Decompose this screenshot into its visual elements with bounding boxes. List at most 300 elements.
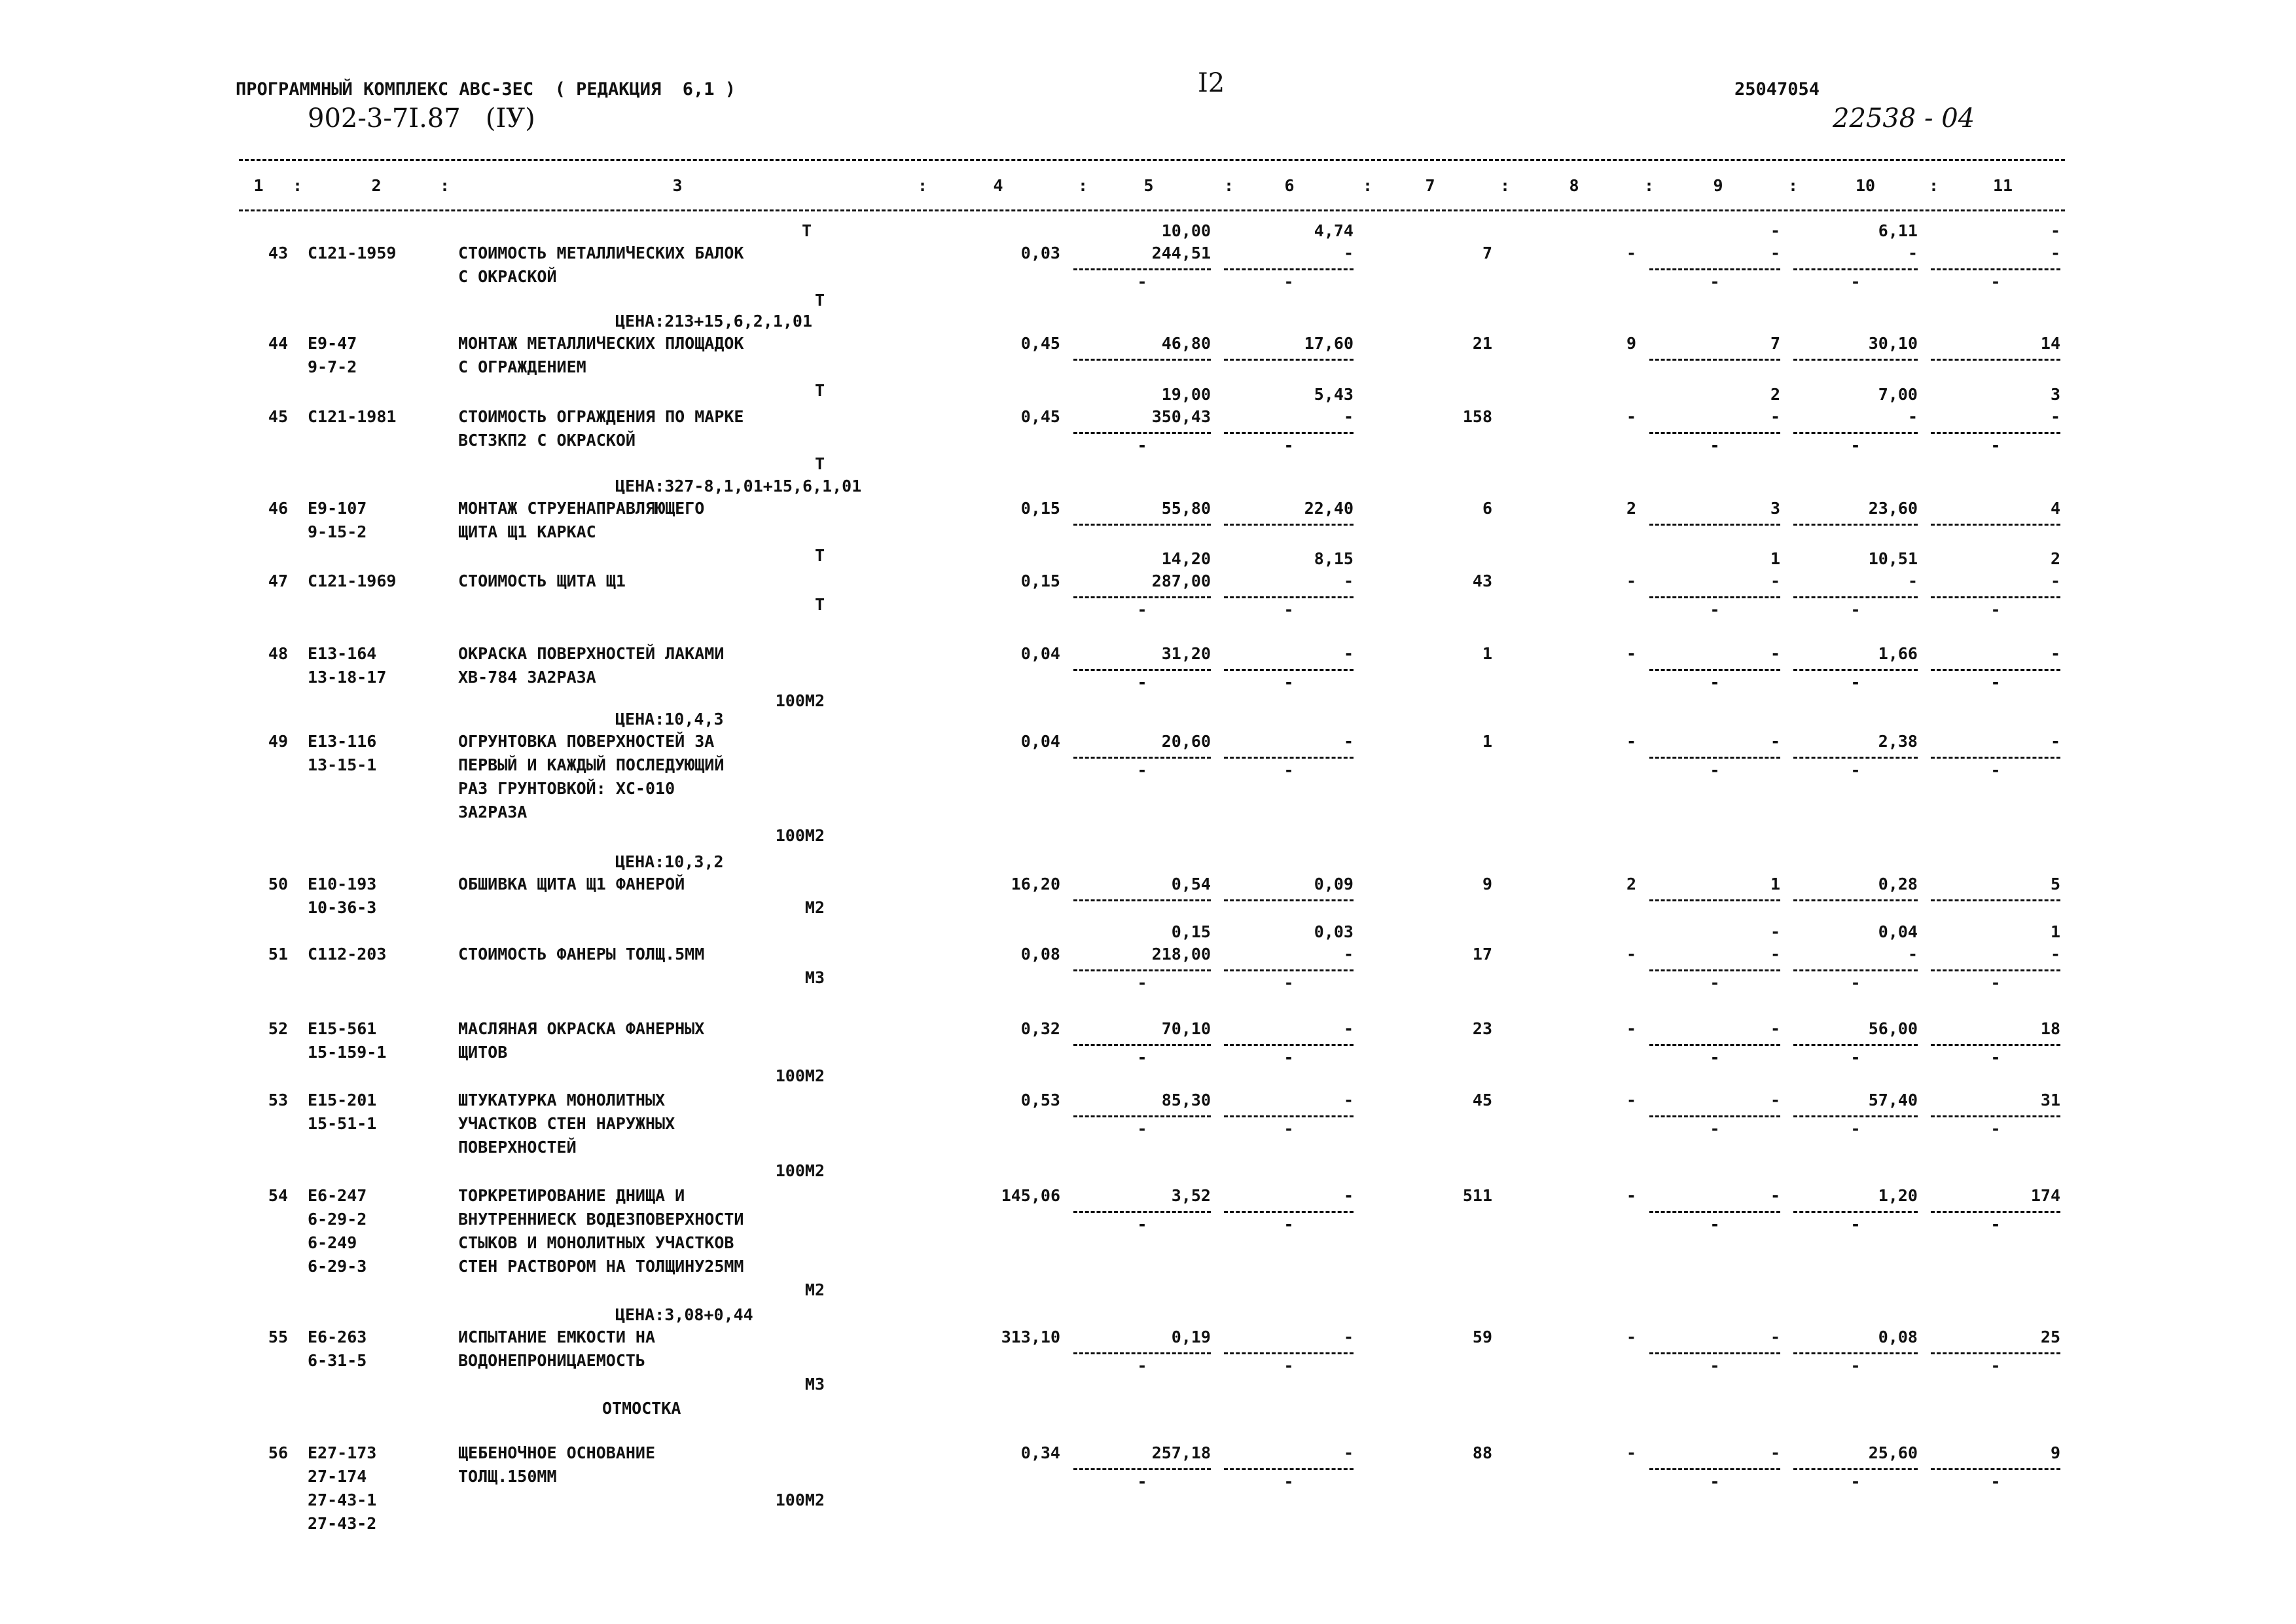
cell-c6-rule xyxy=(1224,1211,1354,1213)
quantity: 0,32 xyxy=(1020,1019,1060,1038)
cell-c5: 46,80 xyxy=(1161,334,1211,353)
cell-c9-rule xyxy=(1649,1211,1780,1213)
cell-c11-rule xyxy=(1931,969,2060,971)
cell-c9: - xyxy=(1770,732,1780,751)
price-formula: ЦЕНА:213+15,6,2,1,01 xyxy=(615,312,813,331)
cell-c7: 88 xyxy=(1472,1443,1492,1462)
cell-c8: - xyxy=(1626,1091,1636,1110)
unit-label: Т xyxy=(814,291,825,310)
column-separator: : xyxy=(1363,176,1373,195)
cell-c6-top: 8,15 xyxy=(1314,549,1354,568)
cell-c10-top: 7,00 xyxy=(1878,385,1918,404)
cell-c5-rule xyxy=(1073,268,1211,270)
work-description: МОНТАЖ СТРУЕНАПРАВЛЯЮЩЕГО xyxy=(458,499,705,518)
cell-c9-rule xyxy=(1649,669,1780,671)
cell-c6-sub: - xyxy=(1283,1119,1294,1138)
column-header-11: 11 xyxy=(1992,176,2013,195)
cell-c8: - xyxy=(1626,571,1636,590)
cell-c10-rule xyxy=(1793,359,1918,361)
cell-c5: 85,30 xyxy=(1161,1091,1211,1110)
cell-c6-sub: - xyxy=(1283,272,1294,291)
cell-c9: 3 xyxy=(1770,499,1780,518)
cell-c5-top: 19,00 xyxy=(1161,385,1211,404)
work-description: ВНУТРЕННИЕСК ВОДЕЗПОВЕРХНОСТИ xyxy=(458,1210,744,1229)
cell-c7: 6 xyxy=(1482,499,1492,518)
unit-label: Т xyxy=(814,546,825,565)
cell-c10: 57,40 xyxy=(1868,1091,1918,1110)
norm-code: 15-51-1 xyxy=(308,1114,377,1133)
cell-c11-sub: - xyxy=(1990,436,2001,455)
cell-c10-rule xyxy=(1793,1044,1918,1046)
cell-c8: - xyxy=(1626,244,1636,262)
cell-c6-rule xyxy=(1224,669,1354,671)
cell-c11-sub: - xyxy=(1990,600,2001,619)
norm-code: Е9-47 xyxy=(308,334,357,353)
norm-code: Е27-173 xyxy=(308,1443,377,1462)
cell-c5-rule xyxy=(1073,1115,1211,1117)
work-description: МОНТАЖ МЕТАЛЛИЧЕСКИХ ПЛОЩАДОК xyxy=(458,334,744,353)
cell-c5: 70,10 xyxy=(1161,1019,1211,1038)
cell-c10-sub: - xyxy=(1850,600,1861,619)
cell-c8: - xyxy=(1626,1019,1636,1038)
work-description: ПОВЕРХНОСТЕЙ xyxy=(458,1138,577,1157)
column-header-5: 5 xyxy=(1143,176,1154,195)
cell-c5-rule xyxy=(1073,669,1211,671)
cell-c7: 21 xyxy=(1472,334,1492,353)
unit-label: Т xyxy=(801,221,812,240)
cell-c10: 30,10 xyxy=(1868,334,1918,353)
cell-c9: - xyxy=(1770,407,1780,426)
unit-label: 100М2 xyxy=(775,826,825,845)
work-description: ВОДОНЕПРОНИЦАЕМОСТЬ xyxy=(458,1351,645,1370)
unit-label: 100М2 xyxy=(775,1161,825,1180)
cell-c6: - xyxy=(1343,244,1354,262)
work-description: ЗА2РАЗА xyxy=(458,803,528,821)
header-rule-bottom xyxy=(239,209,2065,211)
norm-code: С121-1959 xyxy=(308,244,397,262)
cell-c5-sub: - xyxy=(1137,1472,1147,1491)
cell-c6-rule xyxy=(1224,596,1354,598)
quantity: 0,15 xyxy=(1020,499,1060,518)
work-description: ОБШИВКА ЩИТА Щ1 ФАНЕРОЙ xyxy=(458,875,685,893)
cell-c8: - xyxy=(1626,1327,1636,1346)
cell-c11-sub: - xyxy=(1990,1119,2001,1138)
cell-c5-sub: - xyxy=(1137,673,1147,692)
cell-c9-sub: - xyxy=(1710,1472,1720,1491)
column-header-7: 7 xyxy=(1425,176,1435,195)
cell-c9-rule xyxy=(1649,1115,1780,1117)
cell-c10: 1,20 xyxy=(1878,1186,1918,1205)
cell-c9: - xyxy=(1770,945,1780,964)
unit-label: 100М2 xyxy=(775,691,825,710)
cell-c6-sub: - xyxy=(1283,673,1294,692)
cell-c11-sub: - xyxy=(1990,673,2001,692)
cell-c11-sub: - xyxy=(1990,1356,2001,1375)
norm-code: 6-29-3 xyxy=(308,1257,367,1276)
cell-c9-rule xyxy=(1649,1468,1780,1470)
cell-c10-sub: - xyxy=(1850,673,1861,692)
norm-code: Е13-164 xyxy=(308,644,377,663)
cell-c9-top: 2 xyxy=(1770,385,1780,404)
cell-c6-sub: - xyxy=(1283,761,1294,780)
cell-c5-sub: - xyxy=(1137,272,1147,291)
cell-c5-rule xyxy=(1073,1352,1211,1354)
cell-c5: 350,43 xyxy=(1151,407,1211,426)
work-description: МАСЛЯНАЯ ОКРАСКА ФАНЕРНЫХ xyxy=(458,1019,705,1038)
column-separator: : xyxy=(918,176,928,195)
cell-c9-rule xyxy=(1649,524,1780,526)
cell-c9-rule xyxy=(1649,1044,1780,1046)
column-header-6: 6 xyxy=(1284,176,1295,195)
cell-c6: 0,09 xyxy=(1314,875,1354,893)
column-separator: : xyxy=(1788,176,1799,195)
cell-c10: 0,08 xyxy=(1878,1327,1918,1346)
cell-c8: 9 xyxy=(1626,334,1636,353)
quantity: 0,53 xyxy=(1020,1091,1060,1110)
cell-c11-rule xyxy=(1931,524,2060,526)
cell-c5-rule xyxy=(1073,359,1211,361)
cell-c6-sub: - xyxy=(1283,1356,1294,1375)
cell-c6-rule xyxy=(1224,1352,1354,1354)
row-number: 46 xyxy=(268,499,288,518)
cell-c6-rule xyxy=(1224,1468,1354,1470)
cell-c9-sub: - xyxy=(1710,1048,1720,1067)
cell-c7: 45 xyxy=(1472,1091,1492,1110)
work-description: СТОИМОСТЬ МЕТАЛЛИЧЕСКИХ БАЛОК xyxy=(458,244,744,262)
cell-c6-sub: - xyxy=(1283,1048,1294,1067)
project-number: 902-3-7I.87 (IУ) xyxy=(308,103,535,134)
section-title: ОТМОСТКА xyxy=(602,1399,681,1418)
cell-c5: 3,52 xyxy=(1171,1186,1211,1205)
cell-c11-rule xyxy=(1931,1468,2060,1470)
cell-c5: 287,00 xyxy=(1151,571,1211,590)
quantity: 0,34 xyxy=(1020,1443,1060,1462)
cell-c11: 174 xyxy=(2030,1186,2060,1205)
column-header-1: 1 xyxy=(253,176,264,195)
norm-code: 15-159-1 xyxy=(308,1043,387,1062)
cell-c10: - xyxy=(1907,945,1918,964)
cell-c11: - xyxy=(2050,644,2060,663)
cell-c8: - xyxy=(1626,732,1636,751)
quantity: 0,03 xyxy=(1020,244,1060,262)
cell-c6-sub: - xyxy=(1283,973,1294,992)
cell-c11: - xyxy=(2050,571,2060,590)
cell-c9: - xyxy=(1770,244,1780,262)
cell-c10: 1,66 xyxy=(1878,644,1918,663)
norm-code: С121-1981 xyxy=(308,407,397,426)
cell-c9: 1 xyxy=(1770,875,1780,893)
price-formula: ЦЕНА:10,4,3 xyxy=(615,710,724,729)
work-description: СТОИМОСТЬ ЩИТА Щ1 xyxy=(458,571,626,590)
cell-c10-top: 10,51 xyxy=(1868,549,1918,568)
work-description: С ОГРАЖДЕНИЕМ xyxy=(458,357,586,376)
cell-c5-rule xyxy=(1073,432,1211,434)
cell-c6-top: 0,03 xyxy=(1314,922,1354,941)
cell-c8: - xyxy=(1626,945,1636,964)
cell-c11: 4 xyxy=(2050,499,2060,518)
row-number: 54 xyxy=(268,1186,288,1205)
cell-c10: 56,00 xyxy=(1868,1019,1918,1038)
cell-c10-rule xyxy=(1793,1468,1918,1470)
column-separator: : xyxy=(1644,176,1655,195)
work-description: ИСПЫТАНИЕ ЕМКОСТИ НА xyxy=(458,1327,656,1346)
row-number: 53 xyxy=(268,1091,288,1110)
cell-c5-sub: - xyxy=(1137,600,1147,619)
cell-c10-rule xyxy=(1793,669,1918,671)
cell-c9-rule xyxy=(1649,359,1780,361)
cell-c11-rule xyxy=(1931,359,2060,361)
norm-code: 27-174 xyxy=(308,1467,367,1486)
cell-c11-top: 1 xyxy=(2050,922,2060,941)
quantity: 0,08 xyxy=(1020,945,1060,964)
quantity: 0,45 xyxy=(1020,407,1060,426)
cell-c6-top: 5,43 xyxy=(1314,385,1354,404)
unit-label: Т xyxy=(814,454,825,473)
cell-c9-sub: - xyxy=(1710,272,1720,291)
page-number: I2 xyxy=(1198,68,1225,98)
row-number: 45 xyxy=(268,407,288,426)
cell-c5-rule xyxy=(1073,596,1211,598)
cell-c10-top: 0,04 xyxy=(1878,922,1918,941)
work-description: ТОРКРЕТИРОВАНИЕ ДНИЩА И xyxy=(458,1186,685,1205)
cell-c11-rule xyxy=(1931,1211,2060,1213)
column-header-10: 10 xyxy=(1855,176,1876,195)
cell-c7: 158 xyxy=(1462,407,1492,426)
work-description: ЩЕБЕНОЧНОЕ ОСНОВАНИЕ xyxy=(458,1443,656,1462)
column-separator: : xyxy=(1500,176,1511,195)
cell-c5-sub: - xyxy=(1137,1048,1147,1067)
document-number: 22538 - 04 xyxy=(1833,103,1975,134)
row-number: 49 xyxy=(268,732,288,751)
cell-c6: - xyxy=(1343,571,1354,590)
cell-c9-rule xyxy=(1649,268,1780,270)
cell-c8: - xyxy=(1626,1186,1636,1205)
cell-c11-rule xyxy=(1931,268,2060,270)
work-description: ШТУКАТУРКА МОНОЛИТНЫХ xyxy=(458,1091,666,1110)
cell-c6: - xyxy=(1343,1019,1354,1038)
cell-c9-sub: - xyxy=(1710,436,1720,455)
cell-c10: 25,60 xyxy=(1868,1443,1918,1462)
norm-code: Е10-193 xyxy=(308,875,377,893)
unit-label: М2 xyxy=(804,1280,825,1299)
cell-c11: 9 xyxy=(2050,1443,2060,1462)
cell-c9: - xyxy=(1770,1443,1780,1462)
cell-c5-rule xyxy=(1073,1468,1211,1470)
cell-c7: 511 xyxy=(1462,1186,1492,1205)
norm-code: Е15-561 xyxy=(308,1019,377,1038)
cell-c9-rule xyxy=(1649,969,1780,971)
cell-c11-sub: - xyxy=(1990,973,2001,992)
cell-c11-top: - xyxy=(2050,221,2060,240)
row-number: 50 xyxy=(268,875,288,893)
unit-label: М2 xyxy=(804,898,825,917)
cell-c9: 7 xyxy=(1770,334,1780,353)
cell-c6-rule xyxy=(1224,1115,1354,1117)
cell-c11-sub: - xyxy=(1990,1048,2001,1067)
norm-code: 13-15-1 xyxy=(308,755,377,774)
cell-c9-rule xyxy=(1649,757,1780,759)
cell-c7: 17 xyxy=(1472,945,1492,964)
norm-code: 9-15-2 xyxy=(308,522,367,541)
price-formula: ЦЕНА:3,08+0,44 xyxy=(615,1305,753,1324)
norm-code: 9-7-2 xyxy=(308,357,357,376)
column-separator: : xyxy=(440,176,450,195)
cell-c5-top: 14,20 xyxy=(1161,549,1211,568)
cell-c11-rule xyxy=(1931,596,2060,598)
cell-c9: - xyxy=(1770,644,1780,663)
cell-c5: 257,18 xyxy=(1151,1443,1211,1462)
cell-c5-rule xyxy=(1073,899,1211,901)
cell-c6-sub: - xyxy=(1283,600,1294,619)
cell-c8: - xyxy=(1626,1443,1636,1462)
cell-c9-rule xyxy=(1649,432,1780,434)
cell-c10-sub: - xyxy=(1850,436,1861,455)
cell-c6: 17,60 xyxy=(1304,334,1354,353)
cell-c5-top: 0,15 xyxy=(1171,922,1211,941)
row-number: 51 xyxy=(268,945,288,964)
column-header-2: 2 xyxy=(371,176,382,195)
cell-c5: 0,19 xyxy=(1171,1327,1211,1346)
column-header-3: 3 xyxy=(672,176,683,195)
row-number: 44 xyxy=(268,334,288,353)
program-title: ПРОГРАММНЫЙ КОМПЛЕКС АВС-ЗЕС ( РЕДАКЦИЯ 6,1 ) xyxy=(236,79,736,99)
norm-code: Е6-247 xyxy=(308,1186,367,1205)
cell-c6-rule xyxy=(1224,268,1354,270)
unit-label: М3 xyxy=(804,1375,825,1394)
cell-c9-top: - xyxy=(1770,922,1780,941)
cell-c9-sub: - xyxy=(1710,761,1720,780)
row-number: 55 xyxy=(268,1327,288,1346)
cell-c9-rule xyxy=(1649,899,1780,901)
column-separator: : xyxy=(1929,176,1939,195)
cell-c7: 1 xyxy=(1482,644,1492,663)
cell-c11: 31 xyxy=(2040,1091,2060,1110)
cell-c6-rule xyxy=(1224,1044,1354,1046)
quantity: 0,15 xyxy=(1020,571,1060,590)
cell-c5-rule xyxy=(1073,1211,1211,1213)
cell-c7: 1 xyxy=(1482,732,1492,751)
cell-c6: - xyxy=(1343,1443,1354,1462)
cell-c5: 20,60 xyxy=(1161,732,1211,751)
cell-c6-rule xyxy=(1224,359,1354,361)
work-description: УЧАСТКОВ СТЕН НАРУЖНЫХ xyxy=(458,1114,675,1133)
row-number: 52 xyxy=(268,1019,288,1038)
unit-label: Т xyxy=(814,595,825,614)
cell-c11-top: 2 xyxy=(2050,549,2060,568)
cell-c10-sub: - xyxy=(1850,1356,1861,1375)
norm-code: С112-203 xyxy=(308,945,387,964)
work-description: СТОИМОСТЬ ФАНЕРЫ ТОЛЩ.5ММ xyxy=(458,945,705,964)
cell-c10-rule xyxy=(1793,432,1918,434)
cell-c10-rule xyxy=(1793,1211,1918,1213)
norm-code: 27-43-2 xyxy=(308,1514,377,1533)
row-number: 56 xyxy=(268,1443,288,1462)
cell-c6-top: 4,74 xyxy=(1314,221,1354,240)
cell-c9-sub: - xyxy=(1710,973,1720,992)
cell-c11-sub: - xyxy=(1990,272,2001,291)
cell-c7: 43 xyxy=(1472,571,1492,590)
cell-c10-rule xyxy=(1793,1352,1918,1354)
cell-c10-rule xyxy=(1793,1115,1918,1117)
cell-c10-rule xyxy=(1793,899,1918,901)
column-separator: : xyxy=(1224,176,1234,195)
cell-c10: - xyxy=(1907,407,1918,426)
cell-c5-rule xyxy=(1073,1044,1211,1046)
cell-c11-rule xyxy=(1931,669,2060,671)
cell-c9-sub: - xyxy=(1710,600,1720,619)
cell-c5-sub: - xyxy=(1137,761,1147,780)
unit-label: 100М2 xyxy=(775,1066,825,1085)
work-description: ОГРУНТОВКА ПОВЕРХНОСТЕЙ ЗА xyxy=(458,732,715,751)
program-code: 25047054 xyxy=(1734,79,1820,99)
cell-c5-sub: - xyxy=(1137,973,1147,992)
cell-c6-sub: - xyxy=(1283,1472,1294,1491)
column-header-4: 4 xyxy=(993,176,1003,195)
cell-c7: 9 xyxy=(1482,875,1492,893)
cell-c6: - xyxy=(1343,732,1354,751)
cell-c10-rule xyxy=(1793,268,1918,270)
cell-c5-rule xyxy=(1073,524,1211,526)
cell-c10: 2,38 xyxy=(1878,732,1918,751)
cell-c8: - xyxy=(1626,644,1636,663)
price-formula: ЦЕНА:10,3,2 xyxy=(615,852,724,871)
cell-c9-rule xyxy=(1649,596,1780,598)
cell-c6-rule xyxy=(1224,899,1354,901)
cell-c5: 55,80 xyxy=(1161,499,1211,518)
cell-c7: 7 xyxy=(1482,244,1492,262)
cell-c11-sub: - xyxy=(1990,761,2001,780)
cell-c11-rule xyxy=(1931,1044,2060,1046)
cell-c10-sub: - xyxy=(1850,973,1861,992)
norm-code: Е15-201 xyxy=(308,1091,377,1110)
cell-c8: 2 xyxy=(1626,499,1636,518)
cell-c5-rule xyxy=(1073,969,1211,971)
norm-code: С121-1969 xyxy=(308,571,397,590)
work-description: СТЕН РАСТВОРОМ НА ТОЛЩИНУ25ММ xyxy=(458,1257,744,1276)
cell-c10: - xyxy=(1907,571,1918,590)
cell-c9-rule xyxy=(1649,1352,1780,1354)
cell-c6: - xyxy=(1343,1091,1354,1110)
cell-c10-sub: - xyxy=(1850,1472,1861,1491)
cell-c10: - xyxy=(1907,244,1918,262)
cell-c10-sub: - xyxy=(1850,1215,1861,1234)
cell-c11-rule xyxy=(1931,757,2060,759)
cell-c11: - xyxy=(2050,244,2060,262)
cell-c6-rule xyxy=(1224,432,1354,434)
norm-code: 6-249 xyxy=(308,1233,357,1252)
cell-c9-sub: - xyxy=(1710,1119,1720,1138)
column-separator: : xyxy=(293,176,303,195)
cell-c11-top: 3 xyxy=(2050,385,2060,404)
quantity: 145,06 xyxy=(1001,1186,1060,1205)
cell-c9-top: - xyxy=(1770,221,1780,240)
quantity: 313,10 xyxy=(1001,1327,1060,1346)
cell-c5: 31,20 xyxy=(1161,644,1211,663)
norm-code: 10-36-3 xyxy=(308,898,377,917)
cell-c9-top: 1 xyxy=(1770,549,1780,568)
cell-c6: - xyxy=(1343,407,1354,426)
work-description: ПЕРВЫЙ И КАЖДЫЙ ПОСЛЕДУЮЩИЙ xyxy=(458,755,725,774)
quantity: 0,45 xyxy=(1020,334,1060,353)
cell-c10-rule xyxy=(1793,524,1918,526)
work-description: С ОКРАСКОЙ xyxy=(458,267,557,286)
cell-c5-sub: - xyxy=(1137,436,1147,455)
norm-code: Е9-107 xyxy=(308,499,367,518)
norm-code: 6-31-5 xyxy=(308,1351,367,1370)
norm-code: Е13-116 xyxy=(308,732,377,751)
work-description: ХВ-784 ЗА2РАЗА xyxy=(458,668,596,687)
cell-c6: - xyxy=(1343,1327,1354,1346)
